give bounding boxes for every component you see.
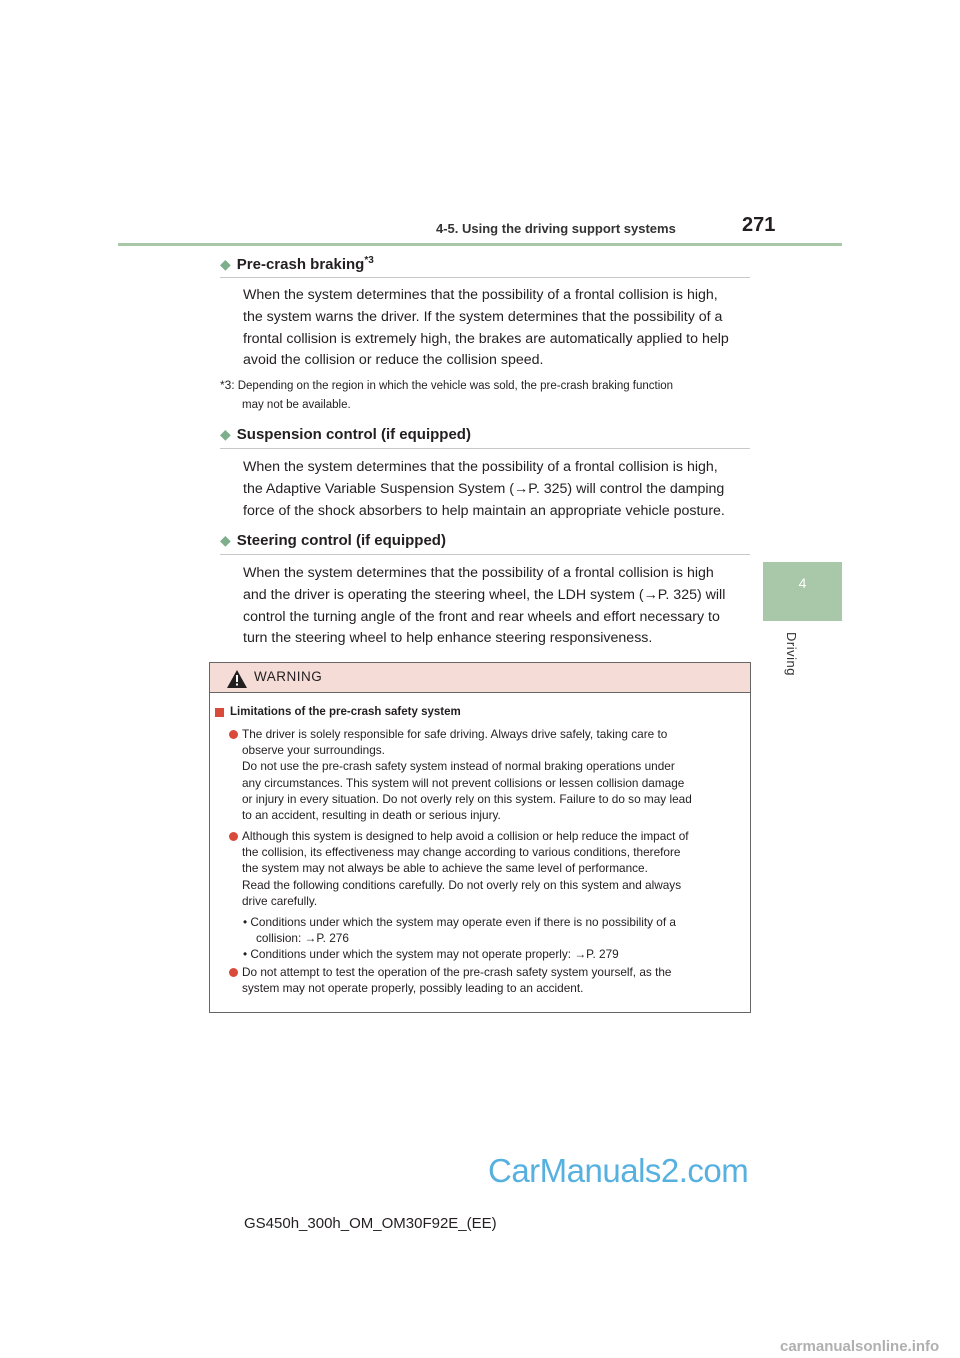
page-number: 271 xyxy=(742,214,776,236)
chapter-tab xyxy=(763,562,842,621)
warning-title: WARNING xyxy=(254,669,323,684)
diamond-icon: ◆ xyxy=(220,256,231,272)
watermark-carmanuals2: CarManuals2.com xyxy=(488,1152,749,1189)
diamond-icon: ◆ xyxy=(220,426,231,442)
chapter-number: 4 xyxy=(798,575,807,591)
circle-bullet-icon xyxy=(229,730,238,739)
paragraph-steering-control: When the system determines that the possibility of a frontal collision is high and the driver is operating the steering wheel, the LDH system (→P. 325) will control the turning angle of the front and rear wheels and effort necessary to turn the steering wheel to help enhance steering responsiveness. xyxy=(243,565,726,647)
square-bullet-icon xyxy=(215,708,224,717)
section-header: 4-5. Using the driving support systems xyxy=(436,221,676,236)
circle-bullet-icon xyxy=(229,832,238,841)
warning-header xyxy=(210,663,750,693)
watermark-carmanualsonline: carmanualsonline.info xyxy=(780,1338,940,1355)
chapter-label: Driving xyxy=(784,632,799,676)
footnote: *3: Depending on the region in which the vehicle was sold, the pre-crash braking function may not be available. xyxy=(220,378,674,411)
diamond-icon: ◆ xyxy=(220,532,231,548)
warning-item-2: Although this system is designed to help avoid a collision or help reduce the impact of the collision, its effectiveness may change according to various conditions, therefore the system may not always be able to achieve the same level of performance. Read the following conditions carefully. Do not overly rely on this system and always drive carefully. xyxy=(242,829,689,908)
circle-bullet-icon xyxy=(229,968,238,977)
warning-triangle-icon xyxy=(227,670,247,688)
footer-model-code: GS450h_300h_OM_OM30F92E_(EE) xyxy=(244,1215,497,1232)
warning-item-3: Do not attempt to test the operation of the pre-crash safety system yourself, as the system may not operate properly, possibly leading to an accident. xyxy=(242,965,672,996)
warning-subbullet-1: • Conditions under which the system may operate even if there is no possibility of a collision: →P. 276 xyxy=(243,915,676,946)
paragraph-pre-crash-braking: When the system determines that the possibility of a frontal collision is high, the system warns the driver. If the system determines that the possibility of a frontal collision is extremely high, the brakes are automatically applied to help avoid the collision or reduce the collision speed. xyxy=(243,287,729,369)
warning-subbullet-2: • Conditions under which the system may not operate properly: →P. 279 xyxy=(243,947,619,961)
header-rule xyxy=(118,243,842,246)
warning-subtitle: Limitations of the pre-crash safety system xyxy=(230,706,461,718)
paragraph-suspension-control: When the system determines that the possibility of a frontal collision is high, the Adaptive Variable Suspension System (→P. 325) will control the damping force of the shock absorbers to help maintain an appropriate vehicle posture. xyxy=(243,459,725,519)
warning-item-1: The driver is solely responsible for safe driving. Always drive safely, taking care to observe your surroundings. Do not use the pre-crash safety system instead of normal braking operations under any circumstances. This system will not prevent collisions or lessen collision damage or injury in every situation. Do not overly rely on this system. Failure to do so may lead to an accident, resulting in death or serious injury. xyxy=(242,727,692,823)
section-title-suspension-control: ◆ Suspension control (if equipped) xyxy=(220,426,750,449)
section-title-steering-control: ◆ Steering control (if equipped) xyxy=(220,532,750,555)
section-title-pre-crash-braking: ◆ Pre-crash braking$^{*3}$ xyxy=(220,255,750,278)
